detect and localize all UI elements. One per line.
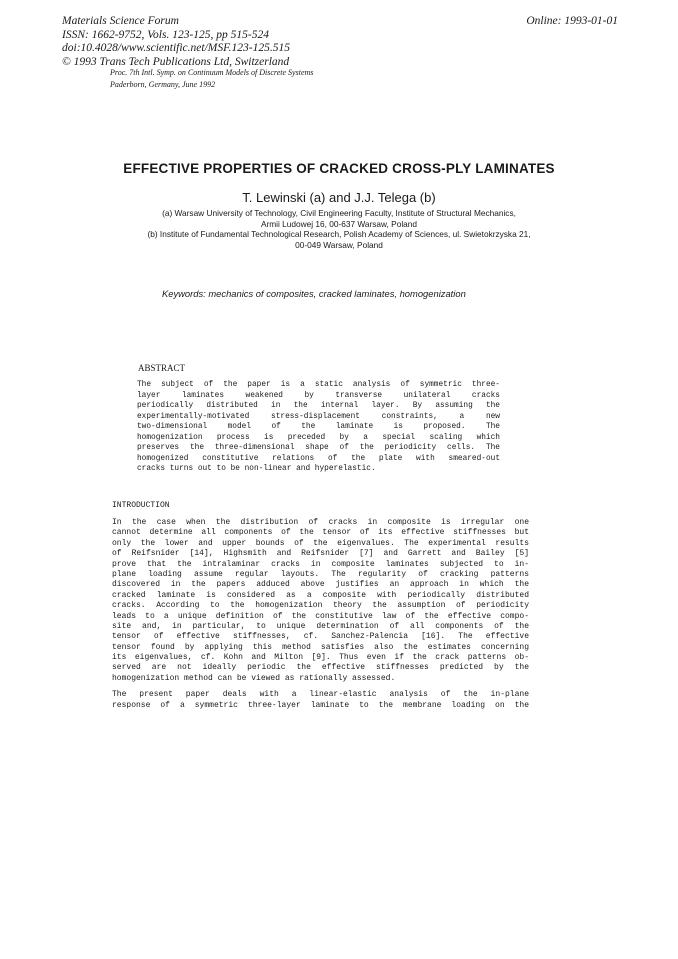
proceedings-title: Proc. 7th Intl. Symp. on Continuum Models of Discrete Systems <box>110 68 314 77</box>
intro-line: The present paper deals with a linear-elastic analysis of the in-plane <box>112 690 529 700</box>
abstract-line: homogenization process is preceded by a special scaling which <box>137 433 500 442</box>
intro-line: homogenization method can be viewed as rationally assessed. <box>112 673 396 683</box>
intro-line: of Reifsnider [14], Highsmith and Reifsnider [7] and Garrett and Bailey [5] <box>112 549 529 559</box>
abstract-line: The subject of the paper is a static analysis of symmetric three- <box>137 381 500 389</box>
intro-line: its eigenvalues, cf. Kohn and Milton [9]. Thus even if the crack patterns ob- <box>112 653 529 663</box>
copyright-line: © 1993 Trans Tech Publications Ltd, Switzerland <box>62 55 290 68</box>
abstract-line: two-dimensional model of the laminate is proposed. The <box>137 423 500 431</box>
keywords: Keywords: mechanics of composites, cracked laminates, homogenization <box>162 288 466 299</box>
intro-line: cannot determine all components of the tensor of its effective stiffnesses but <box>112 528 529 538</box>
affiliations <box>100 208 578 250</box>
intro-line: cracks. According to the homogenization theory the assumption of periodicity <box>112 601 529 611</box>
affiliation-line: (b) Institute of Fundamental Technological Research, Polish Academy of Sciences, ul. Swietokrzyska 21, <box>147 229 531 240</box>
online-date: Online: 1993-01-01 <box>526 15 618 27</box>
intro-line: In the case when the distribution of cracks in composite is irregular one <box>112 518 529 527</box>
proceedings-note <box>110 67 313 91</box>
intro-line: tensor of effective stiffnesses, cf. Sanchez-Palencia [16]. The effective <box>112 632 529 642</box>
intro-line: served are not ideally periodic the effective stiffnesses predicted by the <box>112 663 529 673</box>
journal-name: Materials Science Forum <box>62 15 179 27</box>
intro-line: response of a symmetric three-layer laminate to the membrane loading on the <box>112 700 529 710</box>
abstract-body <box>137 380 500 475</box>
paper-authors: T. Lewinski (a) and J.J. Telega (b) <box>242 190 436 205</box>
abstract-line: periodically distributed in the internal layer. By assuming the <box>137 402 500 410</box>
issn-line: ISSN: 1662-9752, Vols. 123-125, pp 515-524 <box>62 28 269 41</box>
intro-line: site and, in particular, to unique determination of all components of the <box>112 621 529 631</box>
intro-line: leads to a unique definition of the constitutive law of the effective compo- <box>112 611 529 621</box>
intro-line: prove that the intralaminar cracks in composite laminates subjected to in- <box>112 559 529 569</box>
introduction-paragraph-2 <box>112 690 529 711</box>
abstract-line: experimentally-motivated stress-displacement constraints, a new <box>137 412 500 421</box>
introduction-body <box>112 518 529 711</box>
intro-line: cracked laminate is considered as a composite with periodically distributed <box>112 590 529 600</box>
abstract-line: layer laminates weakened by transverse unilateral cracks <box>137 391 500 400</box>
introduction-heading: INTRODUCTION <box>112 501 170 510</box>
introduction-paragraph-1 <box>112 518 529 684</box>
affiliation-line: Armii Ludowej 16, 00-637 Warsaw, Poland <box>260 218 418 229</box>
proceedings-location: Paderborn, Germany, June 1992 <box>110 80 216 89</box>
abstract-line: cracks turns out to be non-linear and hyperelastic. <box>137 465 376 473</box>
abstract-line: preserves the three-dimensional shape of the periodicity cells. The <box>137 444 500 452</box>
abstract-heading: ABSTRACT <box>138 363 186 373</box>
paper-title: EFFECTIVE PROPERTIES OF CRACKED CROSS-PLY LAMINATES <box>123 161 555 176</box>
intro-line: tensor found by applying this method satisfies also the estimates concerning <box>112 642 529 652</box>
doi-line: doi:10.4028/www.scientific.net/MSF.123-125.515 <box>62 42 290 55</box>
intro-line: only the lower and upper bounds of the eigenvalues. The experimental results <box>112 538 529 548</box>
publisher-header <box>62 15 618 69</box>
intro-line: discovered in the papers adduced above justifies an approach in which the <box>112 580 529 590</box>
intro-line: plane loading assume regular layouts. The regularity of cracking patterns <box>112 569 529 579</box>
affiliation-line: (a) Warsaw University of Technology, Civil Engineering Faculty, Institute of Structural Mechanics, <box>162 208 516 218</box>
affiliation-line: 00-049 Warsaw, Poland <box>295 239 383 250</box>
abstract-line: homogenized constitutive relations of the plate with smeared-out <box>137 454 500 463</box>
